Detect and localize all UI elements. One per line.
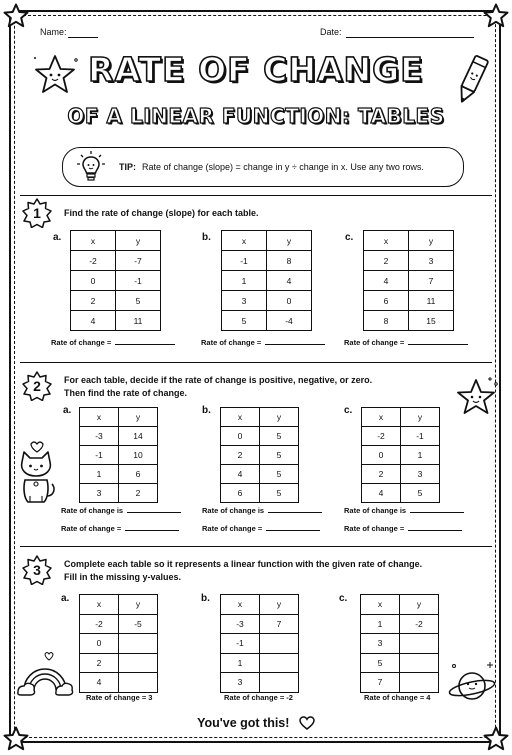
section-divider	[20, 546, 492, 547]
y-cell: 0	[267, 291, 312, 311]
section3-instruction	[64, 558, 422, 584]
answer-blank[interactable]	[410, 512, 464, 513]
given-rate-label-text: Rate of change = 4	[364, 693, 431, 702]
y-cell: 11	[116, 311, 161, 331]
x-cell: 1	[80, 465, 119, 484]
section-number-badge	[22, 198, 52, 228]
x-cell: 3	[361, 634, 400, 654]
column-header-y: y	[116, 231, 161, 251]
answer-blank[interactable]	[408, 344, 468, 345]
x-cell: 4	[362, 484, 401, 503]
lightbulb-icon	[76, 150, 106, 184]
x-cell: 5	[361, 653, 400, 673]
instruction-line: Then find the rate of change.	[64, 388, 188, 398]
y-cell: 6	[119, 465, 158, 484]
answer-cell[interactable]	[400, 634, 439, 654]
page-subtitle: OF A LINEAR FUNCTION: TABLES	[67, 104, 445, 128]
rate-of-change-label	[201, 338, 325, 347]
table-row	[221, 427, 299, 446]
y-cell: 7	[409, 271, 454, 291]
table-row	[71, 311, 161, 331]
given-rate-label	[224, 693, 293, 702]
given-rate-label	[364, 693, 430, 702]
table-row	[361, 614, 439, 634]
y-cell: 2	[119, 484, 158, 503]
xy-table	[79, 407, 158, 503]
xy-table	[221, 230, 312, 331]
answer-cell[interactable]	[119, 653, 158, 673]
table-row	[222, 251, 312, 271]
rate-sign-label-text: Rate of change is	[61, 506, 124, 515]
y-cell: 15	[409, 311, 454, 331]
table-row	[222, 311, 312, 331]
xy-table	[361, 407, 440, 503]
pencil-icon	[450, 52, 494, 108]
name-field[interactable]	[68, 37, 98, 38]
xy-table	[220, 407, 299, 503]
problem-letter: b.	[202, 405, 211, 416]
table-row	[364, 311, 454, 331]
answer-blank[interactable]	[408, 530, 462, 531]
rate-sign-label	[202, 506, 322, 515]
rate-of-change-label-text: Rate of change =	[344, 524, 405, 533]
y-cell: 5	[260, 465, 299, 484]
table-row	[80, 427, 158, 446]
problem-letter: b.	[202, 232, 211, 243]
column-header-y: y	[260, 595, 299, 615]
answer-cell[interactable]	[260, 634, 299, 654]
column-header-y: y	[119, 595, 158, 615]
xy-table	[70, 230, 161, 331]
section1-instruction: Find the rate of change (slope) for each table.	[64, 208, 259, 218]
table-row	[221, 446, 299, 465]
xy-table	[363, 230, 454, 331]
y-cell: -4	[267, 311, 312, 331]
problem-letter: a.	[63, 405, 72, 416]
column-header-y: y	[400, 595, 439, 615]
star-mascot-icon	[30, 52, 80, 100]
table-row	[80, 614, 158, 634]
table-row	[71, 251, 161, 271]
table-row	[362, 484, 440, 503]
y-cell: 5	[401, 484, 440, 503]
table-row	[361, 653, 439, 673]
table-row	[361, 673, 439, 693]
instruction-line: Complete each table so it represents a linear function with the given rate of change.	[64, 559, 423, 569]
tip-text	[119, 162, 424, 172]
x-cell: 1	[221, 653, 260, 673]
column-header-x: x	[71, 231, 116, 251]
rate-of-change-label-text: Rate of change =	[344, 338, 405, 347]
y-cell: 5	[260, 446, 299, 465]
rate-of-change-label-text: Rate of change =	[201, 338, 262, 347]
table-row	[221, 653, 299, 673]
y-cell: 3	[409, 251, 454, 271]
x-cell: -2	[71, 251, 116, 271]
footer-message	[0, 716, 512, 730]
y-cell: 10	[119, 446, 158, 465]
y-cell: -7	[116, 251, 161, 271]
problem-letter: c.	[339, 593, 348, 604]
x-cell: 0	[221, 427, 260, 446]
rate-sign-label	[344, 506, 464, 515]
y-cell: 5	[116, 291, 161, 311]
column-header-x: x	[221, 595, 260, 615]
rate-of-change-label	[61, 524, 179, 533]
section-number-badge	[22, 371, 52, 401]
y-cell: 5	[260, 484, 299, 503]
table-row	[222, 271, 312, 291]
answer-blank[interactable]	[268, 512, 322, 513]
x-cell: -1	[222, 251, 267, 271]
x-cell: 3	[222, 291, 267, 311]
answer-blank[interactable]	[127, 512, 181, 513]
rate-of-change-label-text: Rate of change =	[61, 524, 122, 533]
heart-icon	[299, 716, 315, 730]
x-cell: 6	[364, 291, 409, 311]
page-title: RATE OF CHANGE	[88, 50, 424, 89]
table-row	[221, 484, 299, 503]
answer-cell[interactable]	[119, 673, 158, 693]
xy-table	[220, 594, 299, 693]
answer-cell[interactable]	[260, 673, 299, 693]
y-cell: -1	[401, 427, 440, 446]
table-row	[221, 614, 299, 634]
table-row	[80, 465, 158, 484]
x-cell: 2	[362, 465, 401, 484]
name-label: Name:	[40, 27, 67, 37]
answer-blank[interactable]	[115, 344, 175, 345]
section-divider	[20, 195, 492, 196]
problem-letter: c.	[345, 232, 354, 243]
y-cell: 3	[401, 465, 440, 484]
table-row	[80, 484, 158, 503]
problem-letter: a.	[53, 232, 62, 243]
planet-icon	[446, 658, 498, 706]
x-cell: 5	[222, 311, 267, 331]
column-header-x: x	[361, 595, 400, 615]
tip-body: Rate of change (slope) = change in y ÷ change in x. Use any two rows.	[142, 162, 424, 172]
x-cell: 6	[221, 484, 260, 503]
x-cell: 1	[222, 271, 267, 291]
table-row	[222, 291, 312, 311]
problem-letter: b.	[201, 593, 210, 604]
y-cell: -1	[116, 271, 161, 291]
table-row	[221, 634, 299, 654]
y-cell: 14	[119, 427, 158, 446]
table-row	[362, 465, 440, 484]
rate-sign-label-text: Rate of change is	[344, 506, 407, 515]
x-cell: 4	[221, 465, 260, 484]
x-cell: 0	[71, 271, 116, 291]
section2-instruction	[64, 374, 372, 400]
y-cell: 4	[267, 271, 312, 291]
table-row	[80, 653, 158, 673]
x-cell: 2	[80, 653, 119, 673]
column-header-y: y	[401, 408, 440, 427]
rainbow-icon	[16, 652, 74, 702]
x-cell: 4	[364, 271, 409, 291]
x-cell: 3	[80, 484, 119, 503]
y-cell: 5	[260, 427, 299, 446]
problem-letter: c.	[344, 405, 353, 416]
column-header-x: x	[364, 231, 409, 251]
problem-letter: a.	[61, 593, 70, 604]
given-rate-label	[86, 693, 152, 702]
date-label: Date:	[320, 27, 342, 37]
table-row	[362, 446, 440, 465]
x-cell: -3	[80, 427, 119, 446]
section-number: 1	[33, 205, 41, 221]
x-cell: 1	[361, 614, 400, 634]
table-row	[364, 251, 454, 271]
x-cell: -2	[80, 614, 119, 634]
column-header-x: x	[222, 231, 267, 251]
table-row	[221, 465, 299, 484]
column-header-y: y	[260, 408, 299, 427]
answer-cell[interactable]	[119, 634, 158, 654]
rate-of-change-label	[344, 338, 468, 347]
rate-sign-label	[61, 506, 181, 515]
x-cell: -1	[80, 446, 119, 465]
table-row	[364, 291, 454, 311]
x-cell: 4	[80, 673, 119, 693]
given-rate-label-text: Rate of change = 3	[86, 693, 153, 702]
table-row	[362, 427, 440, 446]
x-cell: -3	[221, 614, 260, 634]
corner-star-icon	[3, 3, 29, 29]
y-cell: -5	[119, 614, 158, 634]
column-header-x: x	[80, 595, 119, 615]
date-field[interactable]	[346, 37, 474, 38]
instruction-line: For each table, decide if the rate of change is positive, negative, or zero.	[64, 375, 373, 385]
table-row	[80, 446, 158, 465]
cat-icon	[14, 436, 58, 508]
section-number-badge	[22, 555, 52, 585]
x-cell: 2	[221, 446, 260, 465]
y-cell: 1	[401, 446, 440, 465]
rate-of-change-label	[344, 524, 462, 533]
column-header-x: x	[221, 408, 260, 427]
y-cell: 7	[260, 614, 299, 634]
table-row	[361, 634, 439, 654]
rate-of-change-label	[202, 524, 320, 533]
section-number: 2	[33, 378, 41, 394]
table-row	[221, 673, 299, 693]
x-cell: 3	[221, 673, 260, 693]
rate-of-change-label	[51, 338, 175, 347]
table-row	[80, 673, 158, 693]
corner-star-icon	[483, 3, 509, 29]
table-row	[364, 271, 454, 291]
rate-sign-label-text: Rate of change is	[202, 506, 265, 515]
answer-blank[interactable]	[125, 530, 179, 531]
tip-label: TIP:	[119, 162, 136, 172]
x-cell: 2	[364, 251, 409, 271]
y-cell: 8	[267, 251, 312, 271]
column-header-y: y	[119, 408, 158, 427]
answer-cell[interactable]	[400, 673, 439, 693]
column-header-y: y	[409, 231, 454, 251]
table-row	[71, 271, 161, 291]
x-cell: 0	[362, 446, 401, 465]
rate-of-change-label-text: Rate of change =	[51, 338, 112, 347]
column-header-x: x	[362, 408, 401, 427]
x-cell: -1	[221, 634, 260, 654]
answer-blank[interactable]	[265, 344, 325, 345]
footer-text: You've got this!	[197, 716, 290, 730]
xy-table	[79, 594, 158, 693]
section-divider	[20, 362, 492, 363]
answer-cell[interactable]	[260, 653, 299, 673]
xy-table	[360, 594, 439, 693]
x-cell: 4	[71, 311, 116, 331]
section-number: 3	[33, 562, 41, 578]
x-cell: 7	[361, 673, 400, 693]
star-mascot-icon	[452, 374, 500, 420]
answer-cell[interactable]	[400, 653, 439, 673]
x-cell: 0	[80, 634, 119, 654]
table-row	[71, 291, 161, 311]
x-cell: 8	[364, 311, 409, 331]
x-cell: -2	[362, 427, 401, 446]
answer-blank[interactable]	[266, 530, 320, 531]
rate-of-change-label-text: Rate of change =	[202, 524, 263, 533]
instruction-line: Fill in the missing y-values.	[64, 572, 182, 582]
given-rate-label-text: Rate of change = -2	[224, 693, 293, 702]
column-header-x: x	[80, 408, 119, 427]
y-cell: -2	[400, 614, 439, 634]
table-row	[80, 634, 158, 654]
x-cell: 2	[71, 291, 116, 311]
column-header-y: y	[267, 231, 312, 251]
y-cell: 11	[409, 291, 454, 311]
